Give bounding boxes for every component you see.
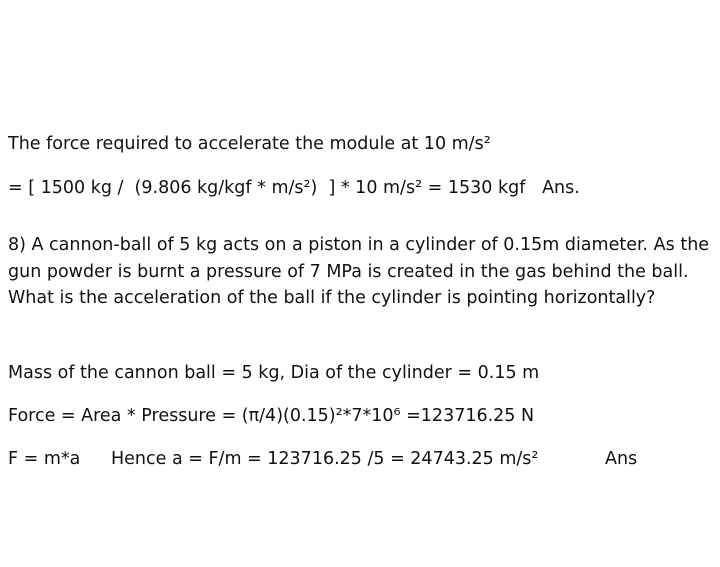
force-calculation-text: = [ 1500 kg / (9.806 kg/kgf * m/s²) ] * 10 m/s² = 1530 kgf Ans.	[8, 178, 580, 198]
acceleration-calculation-text: Hence a = F/m = 123716.25 /5 = 24743.25 m/s²	[111, 449, 539, 469]
mass-and-diameter-text: Mass of the cannon ball = 5 kg, Dia of the cylinder = 0.15 m	[8, 363, 540, 383]
acceleration-row	[8, 447, 714, 567]
force-area-pressure-text: Force = Area * Pressure = (π/4)(0.15)²*7*10⁶ =123716.25 N	[8, 406, 535, 426]
answer-label: Ans	[605, 449, 638, 469]
problem-8-statement: 8) A cannon-ball of 5 kg acts on a piston in a cylinder of 0.15m diameter. As the gun powder is burnt a pressure of 7 MPa is created in the gas behind the ball. What is the acceleration of the ball if the cylinder is pointing horizontally?	[8, 235, 710, 308]
newton-second-law-text: F = m*a	[8, 449, 81, 469]
force-required-text: The force required to accelerate the module at 10 m/s²	[8, 134, 491, 154]
